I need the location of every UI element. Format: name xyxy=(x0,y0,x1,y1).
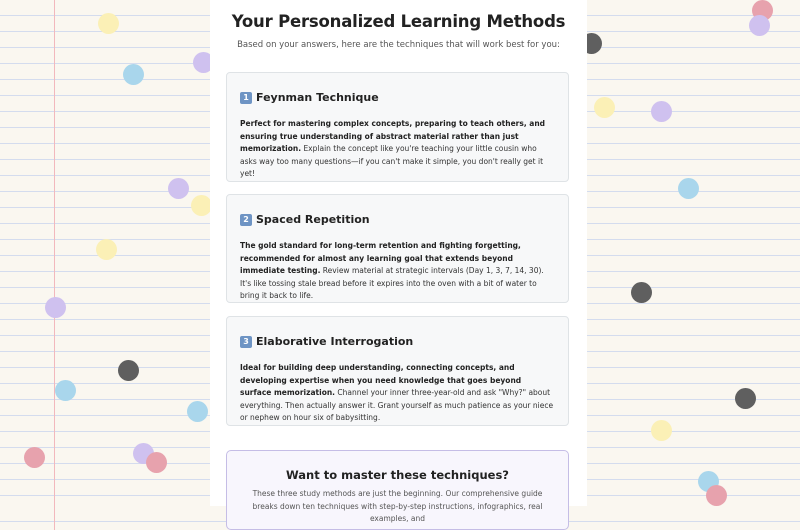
number-2-icon: 2 xyxy=(240,214,252,226)
confetti-dot xyxy=(651,101,672,122)
confetti-dot xyxy=(651,420,672,441)
number-3-icon: 3 xyxy=(240,336,252,348)
method-detail: Review material at strategic intervals (Day 1, 3, 7, 14, 30). It's like tossing stale bread before it expires into the oven with a bit of water to bring it back to life. xyxy=(240,266,544,301)
method-highlight: Ideal for building deep understanding, connecting concepts, and developing expertise when you need knowledge that goes beyond surface memorization. xyxy=(240,363,522,398)
method-card-spaced-repetition xyxy=(226,194,569,303)
confetti-dot xyxy=(45,297,66,318)
method-highlight: Perfect for mastering complex concepts, preparing to teach others, and ensuring true understanding of abstract material rather than just memorization. xyxy=(240,119,546,154)
number-1-icon: 1 xyxy=(240,92,252,104)
confetti-dot xyxy=(24,447,45,468)
confetti-dot xyxy=(98,13,119,34)
confetti-dot xyxy=(168,178,189,199)
method-card-feynman xyxy=(226,72,569,182)
method-description xyxy=(240,240,555,303)
confetti-dot xyxy=(191,195,212,216)
page-title: Your Personalized Learning Methods xyxy=(231,12,566,31)
confetti-dot xyxy=(594,97,615,118)
method-card-elaborative-interrogation xyxy=(226,316,569,426)
confetti-dot xyxy=(146,452,167,473)
confetti-dot xyxy=(631,282,652,303)
method-detail: Channel your inner three-year-old and ask "Why?" about everything. Then actually answer it. Grant yourself as much patience as your niece or nephew on hour six of babysitting. xyxy=(240,388,554,423)
confetti-dot xyxy=(678,178,699,199)
confetti-dot xyxy=(55,380,76,401)
method-title: Feynman Technique xyxy=(256,91,379,104)
confetti-dot xyxy=(187,401,208,422)
cta-text: These three study methods are just the beginning. Our comprehensive guide breaks down ten techniques with step-by-step instructions, infographics, real examples, and xyxy=(252,489,543,523)
method-description xyxy=(240,118,555,181)
results-panel xyxy=(210,0,587,523)
confetti-dot xyxy=(706,485,727,506)
method-detail: Explain the concept like you're teaching your little cousin who asks way too many questions—if you can't make it simple, you don't really get it yet! xyxy=(240,144,544,179)
method-title: Elaborative Interrogation xyxy=(256,335,414,348)
confetti-dot xyxy=(96,239,117,260)
confetti-dot xyxy=(118,360,139,381)
method-highlight: The gold standard for long-term retention and fighting forgetting, recommended for almost any learning goal that extends beyond immediate testing. xyxy=(240,241,521,276)
page-subtitle: Based on your answers, here are the techniques that will work best for you: xyxy=(237,40,560,50)
method-title: Spaced Repetition xyxy=(256,213,370,226)
cta-box xyxy=(226,450,569,530)
confetti-dot xyxy=(123,64,144,85)
confetti-dot xyxy=(735,388,756,409)
confetti-dot xyxy=(749,15,770,36)
cta-title: Want to master these techniques? xyxy=(286,468,509,482)
method-description xyxy=(240,362,555,425)
